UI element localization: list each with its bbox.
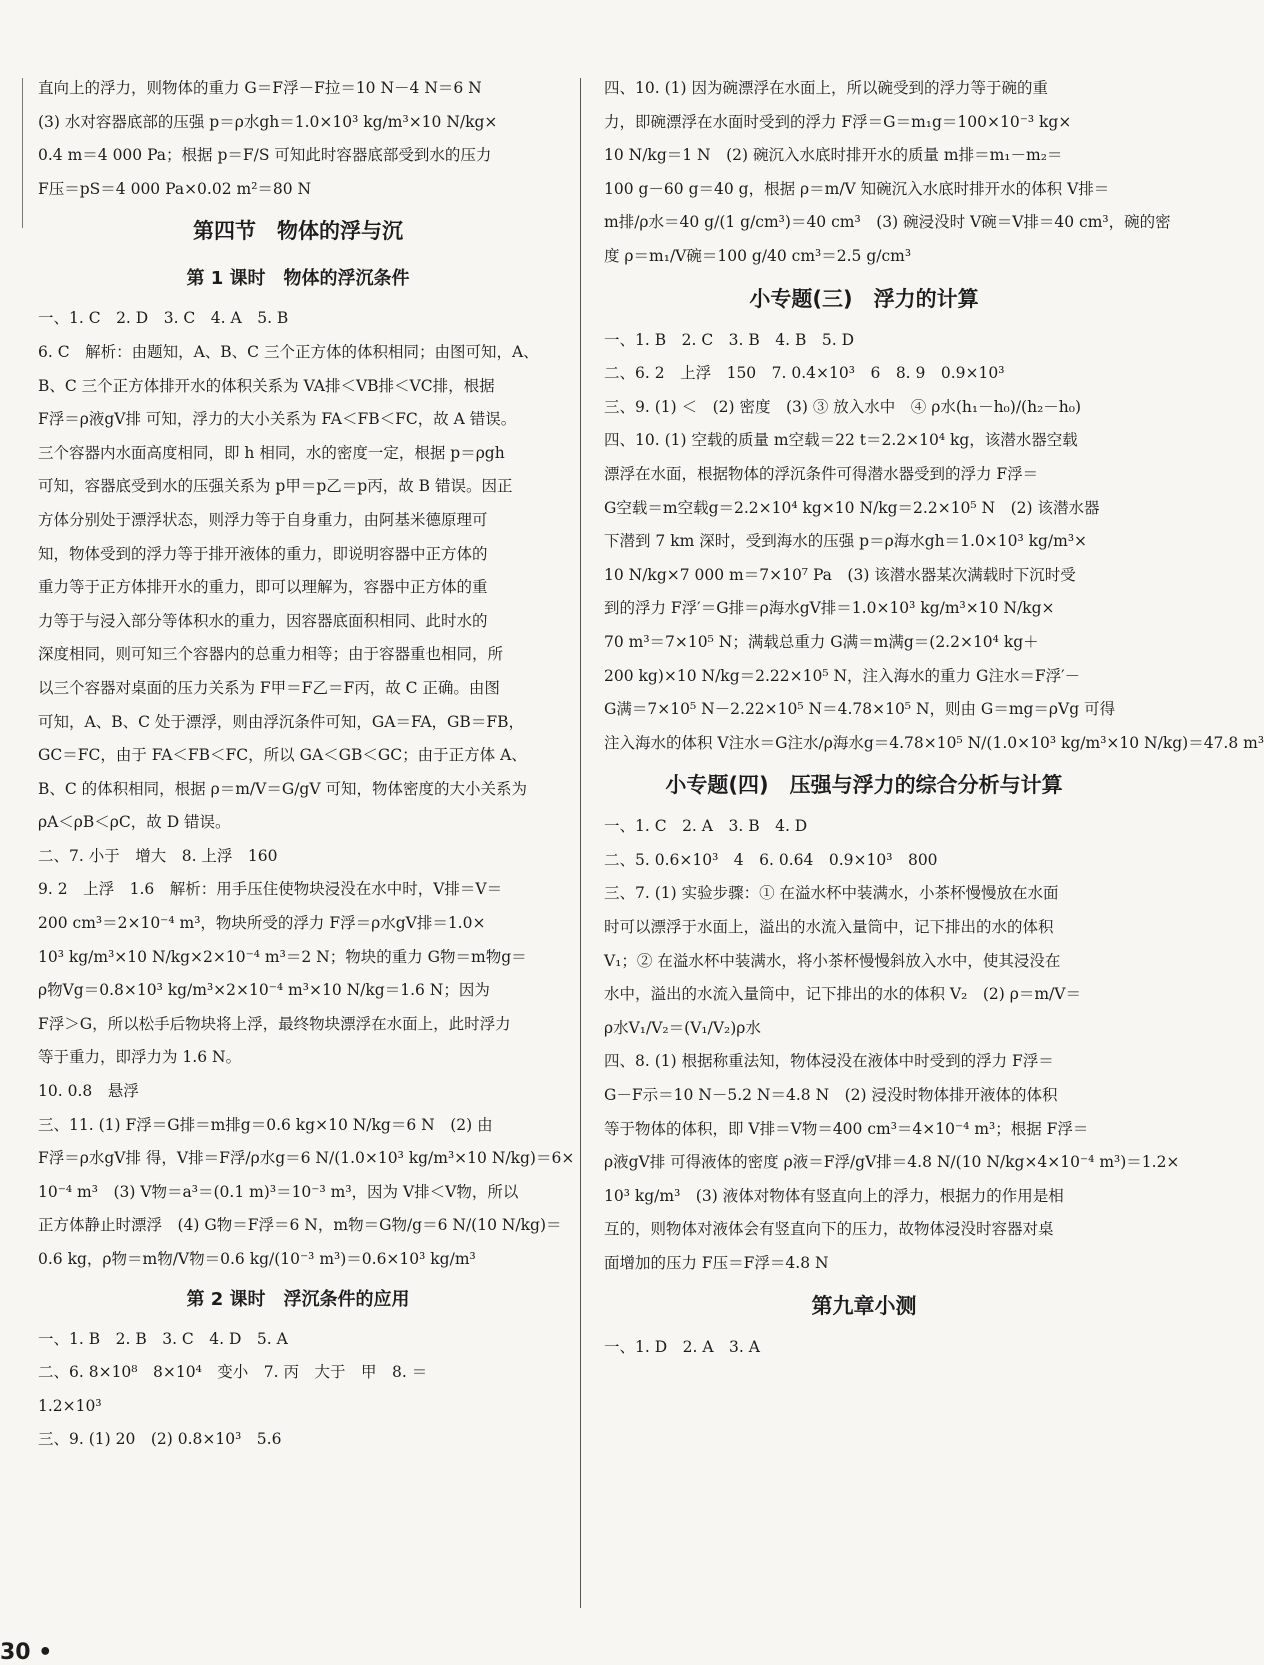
answer-line: 0.4 m＝4 000 Pa；根据 p＝F/S 可知此时容器底部受到水的压力 bbox=[38, 146, 492, 165]
answer-line: 二、7. 小于 增大 8. 上浮 160 bbox=[38, 846, 278, 865]
answer-line: 三个容器内水面高度相同，即 h 相同，水的密度一定，根据 p＝ρgh bbox=[38, 443, 505, 462]
answer-line: 0.6 kg，ρ物＝m物/V物＝0.6 kg/(10⁻³ m³)＝0.6×10³ kg/m³ bbox=[38, 1250, 476, 1268]
answer-line: 70 m³＝7×10⁵ N；满载总重力 G满＝m满g＝(2.2×10⁴ kg＋ bbox=[604, 632, 1039, 651]
answer-line: 力等于与浸入部分等体积水的重力，因容器底面积相同、此时水的 bbox=[38, 611, 488, 630]
right-column bbox=[604, 72, 1264, 1364]
answer-line: 注入海水的体积 V注水＝G注水/ρ海水g＝4.78×10⁵ N/(1.0×10³ kg/m³×10 N/kg)＝47.8 m³ bbox=[604, 733, 1264, 752]
answer-line: 一、1. C 2. A 3. B 4. D bbox=[604, 817, 808, 836]
answer-line: 四、10. (1) 空载的质量 m空载＝22 t＝2.2×10⁴ kg，该潜水器空载 bbox=[604, 431, 1078, 450]
answer-line: 100 g－60 g＝40 g，根据 ρ＝m/V 知碗沉入水底时排开水的体积 V排＝ bbox=[604, 179, 1110, 198]
answer-line: 10. 0.8 悬浮 bbox=[38, 1082, 139, 1101]
answer-line: 9. 2 上浮 1.6 解析：用手压住使物块浸没在水中时，V排＝V＝ bbox=[38, 880, 503, 899]
answer-line: 10 N/kg＝1 N (2) 碗沉入水底时排开水的质量 m排＝m₁－m₂＝ bbox=[604, 146, 1063, 165]
page-number: 30 • bbox=[0, 1640, 53, 1665]
answer-line: ρA＜ρB＜ρC，故 D 错误。 bbox=[38, 813, 231, 832]
answer-line: G空载＝m空载g＝2.2×10⁴ kg×10 N/kg＝2.2×10⁵ N (2) 该潜水器 bbox=[604, 498, 1100, 517]
answer-line: ρ液gV排 可得液体的密度 ρ液＝F浮/gV排＝4.8 N/(10 N/kg×4×10⁻⁴ m³)＝1.2× bbox=[604, 1153, 1180, 1172]
answer-line: 二、5. 0.6×10³ 4 6. 0.64 0.9×10³ 800 bbox=[604, 850, 938, 869]
lesson-heading: 第 1 课时 物体的浮沉条件 bbox=[186, 268, 410, 290]
left-column bbox=[38, 72, 575, 1457]
answer-line: F浮＞G，所以松手后物块将上浮，最终物块漂浮在水面上，此时浮力 bbox=[38, 1014, 511, 1033]
answer-line: 深度相同，则可知三个容器内的总重力相等；由于容器重也相同，所 bbox=[38, 645, 504, 664]
answer-line: GC＝FC，由于 FA＜FB＜FC，所以 GA＜GB＜GC；由于正方体 A、 bbox=[38, 746, 527, 765]
answer-line: 一、1. C 2. D 3. C 4. A 5. B bbox=[38, 309, 289, 328]
answer-line: 二、6. 8×10⁸ 8×10⁴ 变小 7. 丙 大于 甲 8. ＝ bbox=[38, 1363, 428, 1382]
answer-line: 10 N/kg×7 000 m＝7×10⁷ Pa (3) 该潜水器某次满载时下沉时受 bbox=[604, 565, 1076, 584]
answer-line: 知，物体受到的浮力等于排开液体的重力，即说明容器中正方体的 bbox=[38, 544, 488, 563]
section-heading: 第九章小测 bbox=[811, 1293, 917, 1318]
answer-line: 三、9. (1) 20 (2) 0.8×10³ 5.6 bbox=[38, 1430, 282, 1449]
answer-line: 等于重力，即浮力为 1.6 N。 bbox=[38, 1048, 242, 1067]
answer-line: 水中，溢出的水流入量筒中，记下排出的水的体积 V₂ (2) ρ＝m/V＝ bbox=[604, 985, 1081, 1004]
answer-line: 可知，容器底受到水的压强关系为 p甲＝p乙＝p丙，故 B 错误。因正 bbox=[38, 477, 513, 496]
answer-line: 10³ kg/m³×10 N/kg×2×10⁻⁴ m³＝2 N；物块的重力 G物＝m物g＝ bbox=[38, 947, 527, 966]
section-heading: 小专题(四) 压强与浮力的综合分析与计算 bbox=[665, 773, 1063, 798]
answer-line: B、C 三个正方体排开水的体积关系为 VA排＜VB排＜VC排，根据 bbox=[38, 376, 495, 395]
answer-line: 下潜到 7 km 深时，受到海水的压强 p＝ρ海水gh＝1.0×10³ kg/m³× bbox=[604, 532, 1088, 551]
answer-line: 二、6. 2 上浮 150 7. 0.4×10³ 6 8. 9 0.9×10³ bbox=[604, 364, 1005, 383]
answer-line: 重力等于正方体排开水的重力，即可以理解为，容器中正方体的重 bbox=[38, 578, 488, 597]
answer-line: 可知，A、B、C 处于漂浮，则由浮沉条件可知，GA＝FA，GB＝FB， bbox=[38, 712, 524, 731]
answer-line: 三、9. (1) ＜ (2) 密度 (3) ③ 放入水中 ④ ρ水(h₁－h₀)/(h₂－h₀) bbox=[604, 397, 1082, 416]
lesson-heading: 第 2 课时 浮沉条件的应用 bbox=[186, 1288, 410, 1310]
answer-line: V₁；② 在溢水杯中装满水，将小茶杯慢慢斜放入水中，使其浸没在 bbox=[604, 951, 1061, 970]
answer-line: ρ水V₁/V₂＝(V₁/V₂)ρ水 bbox=[604, 1018, 761, 1037]
answer-line: 6. C 解析：由题知，A、B、C 三个正方体的体积相同；由图可知，A、 bbox=[38, 342, 539, 361]
answer-line: F浮＝ρ水gV排 得，V排＝F浮/ρ水g＝6 N/(1.0×10³ kg/m³×10 N/kg)＝6× bbox=[38, 1149, 575, 1168]
answer-line: F浮＝ρ液gV排 可知，浮力的大小关系为 FA＜FB＜FC，故 A 错误。 bbox=[38, 410, 517, 429]
answer-line: 四、10. (1) 因为碗漂浮在水面上，所以碗受到的浮力等于碗的重 bbox=[604, 79, 1048, 97]
answer-line: 三、11. (1) F浮＝G排＝m排g＝0.6 kg×10 N/kg＝6 N (2) 由 bbox=[38, 1115, 493, 1134]
answer-line: 三、7. (1) 实验步骤：① 在溢水杯中装满水，小茶杯慢慢放在水面 bbox=[604, 884, 1059, 903]
answer-line: 正方体静止时漂浮 (4) G物＝F浮＝6 N，m物＝G物/g＝6 N/(10 N/kg)＝ bbox=[38, 1216, 562, 1235]
answer-line: 10⁻⁴ m³ (3) V物＝a³＝(0.1 m)³＝10⁻³ m³，因为 V排＜V物，所以 bbox=[38, 1182, 519, 1201]
answer-line: 互的，则物体对液体会有竖直向下的压力，故物体浸没时容器对桌 bbox=[604, 1220, 1054, 1239]
answer-line: 时可以漂浮于水面上，溢出的水流入量筒中，记下排出的水的体积 bbox=[604, 918, 1054, 937]
answer-line: 200 kg)×10 N/kg＝2.22×10⁵ N，注入海水的重力 G注水＝F浮′－ bbox=[604, 666, 1081, 685]
answer-line: 一、1. D 2. A 3. A bbox=[604, 1337, 760, 1356]
answer-line: 一、1. B 2. B 3. C 4. D 5. A bbox=[38, 1329, 288, 1348]
answer-line: 度 ρ＝m₁/V碗＝100 g/40 cm³＝2.5 g/cm³ bbox=[604, 246, 912, 265]
answer-line: G－F示＝10 N－5.2 N＝4.8 N (2) 浸没时物体排开液体的体积 bbox=[604, 1086, 1058, 1105]
answer-line: 方体分别处于漂浮状态，则浮力等于自身重力，由阿基米德原理可 bbox=[38, 510, 488, 529]
answer-line: m排/ρ水＝40 g/(1 g/cm³)＝40 cm³ (3) 碗浸没时 V碗＝V排＝40 cm³，碗的密 bbox=[604, 213, 1171, 232]
answer-line: 1.2×10³ bbox=[38, 1396, 102, 1415]
answer-line: 四、8. (1) 根据称重法知，物体浸没在液体中时受到的浮力 F浮＝ bbox=[604, 1052, 1054, 1071]
answer-line: 面增加的压力 F压＝F浮＝4.8 N bbox=[604, 1254, 829, 1272]
answer-line: 200 cm³＝2×10⁻⁴ m³，物块所受的浮力 F浮＝ρ水gV排＝1.0× bbox=[38, 914, 486, 933]
answer-line: 直向上的浮力，则物体的重力 G＝F浮－F拉＝10 N－4 N＝6 N bbox=[38, 79, 482, 97]
left-margin-rule bbox=[22, 78, 23, 228]
answer-line: 到的浮力 F浮′＝G排＝ρ海水gV排＝1.0×10³ kg/m³×10 N/kg× bbox=[604, 599, 1055, 618]
section-heading: 小专题(三) 浮力的计算 bbox=[749, 286, 979, 311]
answer-line: 漂浮在水面，根据物体的浮沉条件可得潜水器受到的浮力 F浮＝ bbox=[604, 464, 1039, 483]
answer-line: 10³ kg/m³ (3) 液体对物体有竖直向上的浮力，根据力的作用是相 bbox=[604, 1186, 1064, 1205]
answer-line: (3) 水对容器底部的压强 p＝ρ水gh＝1.0×10³ kg/m³×10 N/kg× bbox=[38, 112, 498, 131]
answer-line: ρ物Vg＝0.8×10³ kg/m³×2×10⁻⁴ m³×10 N/kg＝1.6 N；因为 bbox=[38, 981, 490, 1000]
answer-line: 等于物体的体积，即 V排＝V物＝400 cm³＝4×10⁻⁴ m³；根据 F浮＝ bbox=[604, 1119, 1089, 1138]
answer-line: F压＝pS＝4 000 Pa×0.02 m²＝80 N bbox=[38, 179, 312, 198]
answer-line: 力，即碗漂浮在水面时受到的浮力 F浮＝G＝m₁g＝100×10⁻³ kg× bbox=[604, 112, 1072, 131]
answer-line: 一、1. B 2. C 3. B 4. B 5. D bbox=[604, 330, 855, 349]
answer-line: B、C 的体积相同，根据 ρ＝m/V＝G/gV 可知，物体密度的大小关系为 bbox=[38, 779, 527, 798]
answer-line: G满＝7×10⁵ N－2.22×10⁵ N＝4.78×10⁵ N，则由 G＝mg＝ρVg 可得 bbox=[604, 700, 1116, 719]
column-divider bbox=[580, 78, 581, 1608]
section-heading: 第四节 物体的浮与沉 bbox=[193, 219, 403, 244]
answer-line: 以三个容器对桌面的压力关系为 F甲＝F乙＝F丙，故 C 正确。由图 bbox=[38, 678, 500, 697]
